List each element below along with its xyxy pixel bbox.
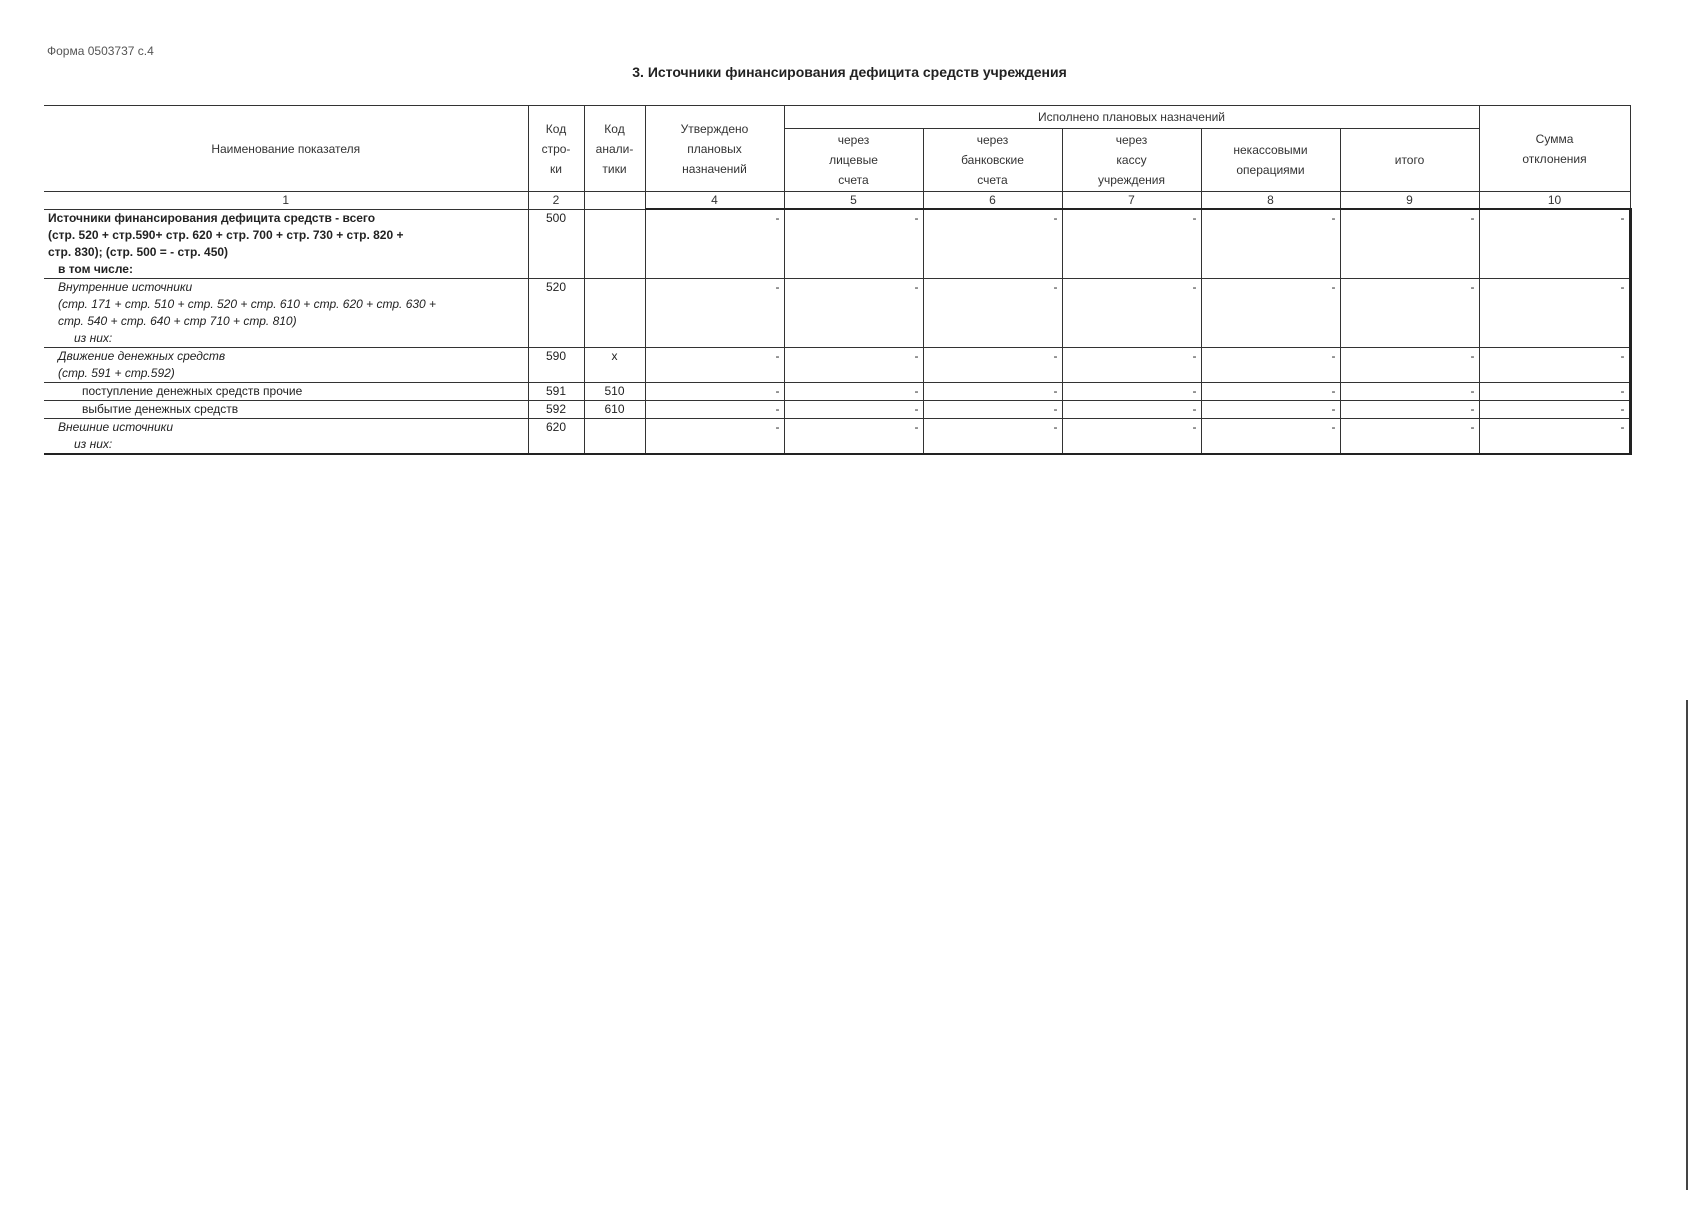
column-number: 9: [1340, 192, 1479, 210]
header-line: счета: [838, 173, 869, 187]
indicator-name-line: Движение денежных средств: [58, 349, 226, 363]
header-line: счета: [977, 173, 1008, 187]
column-number: 5: [784, 192, 923, 210]
indicator-name-line: поступление денежных средств прочие: [82, 384, 303, 398]
indicator-name: [44, 419, 528, 455]
row-code: 620: [528, 419, 584, 455]
value-deviation: -: [1479, 401, 1630, 419]
header-analytics-line: тики: [602, 161, 627, 176]
header-line: банковские: [961, 153, 1024, 167]
value-approved: -: [645, 279, 784, 348]
value-approved: -: [645, 209, 784, 279]
section-title: 3. Источники финансирования дефицита средств учреждения: [632, 64, 1067, 80]
value-noncash: -: [1201, 279, 1340, 348]
scan-edge-line: [1686, 700, 1688, 1190]
indicator-name-line: Внешние источники: [58, 420, 174, 434]
header-deviation-line: Сумма: [1535, 131, 1574, 146]
value-via-personal: -: [784, 401, 923, 419]
value-via-personal: -: [784, 348, 923, 383]
indicator-name-line: Источники финансирования дефицита средств - всего: [48, 210, 376, 225]
value-total: -: [1340, 209, 1479, 279]
header-via-bank-accounts: [923, 129, 1062, 192]
value-via-cash: -: [1062, 419, 1201, 455]
value-approved: -: [645, 401, 784, 419]
column-number: 8: [1201, 192, 1340, 210]
table-row: [44, 383, 1630, 401]
analytics-code: x: [584, 348, 645, 383]
header-deviation-line: отклонения: [1522, 151, 1587, 166]
indicator-name-line: стр. 540 + стр. 640 + стр 710 + стр. 810): [58, 314, 297, 328]
header-total: итого: [1340, 129, 1479, 192]
indicator-name-line: (стр. 520 + стр.590+ стр. 620 + стр. 700 + стр. 730 + стр. 820 +: [48, 227, 404, 242]
indicator-name: [44, 348, 528, 383]
value-deviation: -: [1479, 279, 1630, 348]
value-total: -: [1340, 279, 1479, 348]
header-via-personal-accounts: [784, 129, 923, 192]
row-code: 500: [528, 209, 584, 279]
header-deviation: [1479, 106, 1630, 192]
value-via-personal: -: [784, 279, 923, 348]
value-via-cash: -: [1062, 348, 1201, 383]
value-deviation: -: [1479, 209, 1630, 279]
header-approved-line: назначений: [682, 161, 747, 176]
column-number: 2: [528, 192, 584, 210]
header-indicator-name: Наименование показателя: [44, 106, 528, 192]
header-row-code-line: ки: [550, 161, 562, 176]
table-row: [44, 279, 1630, 348]
analytics-code: 510: [584, 383, 645, 401]
value-via-bank: -: [923, 419, 1062, 455]
value-approved: -: [645, 419, 784, 455]
indicator-name-line: Внутренние источники: [58, 280, 193, 294]
header-executed-group: Исполнено плановых назначений: [784, 106, 1479, 129]
value-via-cash: -: [1062, 401, 1201, 419]
value-via-personal: -: [784, 419, 923, 455]
header-analytics-line: анали-: [595, 141, 634, 156]
header-approved-line: Утверждено: [680, 121, 749, 136]
column-number: 1: [44, 192, 528, 210]
table-row: [44, 419, 1630, 455]
indicator-name-line: выбытие денежных средств: [82, 402, 239, 416]
value-deviation: -: [1479, 383, 1630, 401]
header-line: через: [976, 133, 1009, 147]
header-line: через: [1115, 133, 1148, 147]
indicator-name-line: из них:: [74, 331, 113, 345]
analytics-code: [584, 209, 645, 279]
analytics-code: [584, 279, 645, 348]
indicator-name: [44, 209, 528, 279]
indicator-name-line: (стр. 171 + стр. 510 + стр. 520 + стр. 610 + стр. 620 + стр. 630 +: [58, 297, 437, 311]
header-analytics-code: [584, 106, 645, 192]
header-line: через: [837, 133, 870, 147]
value-via-cash: -: [1062, 383, 1201, 401]
financing-sources-table: [44, 105, 1632, 455]
value-total: -: [1340, 383, 1479, 401]
column-number: 6: [923, 192, 1062, 210]
analytics-code: 610: [584, 401, 645, 419]
row-code: 520: [528, 279, 584, 348]
row-code: 590: [528, 348, 584, 383]
row-code: 592: [528, 401, 584, 419]
column-number: 4: [645, 192, 784, 210]
row-code: 591: [528, 383, 584, 401]
header-noncash-operations: [1201, 129, 1340, 192]
table-body: [44, 209, 1630, 454]
indicator-name-line: стр. 830); (стр. 500 = - стр. 450): [48, 244, 229, 259]
value-deviation: -: [1479, 348, 1630, 383]
header-line: некассовыми: [1233, 143, 1308, 157]
column-number: 10: [1479, 192, 1630, 210]
value-deviation: -: [1479, 419, 1630, 455]
value-approved: -: [645, 348, 784, 383]
value-via-personal: -: [784, 383, 923, 401]
header-line: учреждения: [1098, 173, 1165, 187]
value-via-personal: -: [784, 209, 923, 279]
indicator-name: [44, 383, 528, 401]
header-approved-line: плановых: [687, 141, 742, 156]
indicator-name-line: из них:: [74, 437, 113, 451]
value-noncash: -: [1201, 209, 1340, 279]
header-line: кассу: [1116, 153, 1147, 167]
indicator-name: [44, 401, 528, 419]
indicator-name: [44, 279, 528, 348]
value-via-cash: -: [1062, 279, 1201, 348]
table-header: [44, 106, 1630, 210]
header-analytics-line: Код: [604, 121, 625, 136]
table-row: [44, 209, 1630, 279]
value-total: -: [1340, 401, 1479, 419]
value-total: -: [1340, 348, 1479, 383]
value-via-bank: -: [923, 209, 1062, 279]
analytics-code: [584, 419, 645, 455]
form-number-label: Форма 0503737 с.4: [47, 44, 154, 58]
header-line: лицевые: [829, 153, 878, 167]
table-row: [44, 401, 1630, 419]
value-noncash: -: [1201, 348, 1340, 383]
value-noncash: -: [1201, 401, 1340, 419]
header-approved: [645, 106, 784, 192]
value-total: -: [1340, 419, 1479, 455]
value-via-bank: -: [923, 383, 1062, 401]
value-approved: -: [645, 383, 784, 401]
indicator-name-line: в том числе:: [58, 261, 133, 276]
indicator-name-line: (стр. 591 + стр.592): [58, 366, 175, 380]
value-via-bank: -: [923, 401, 1062, 419]
table-row: [44, 348, 1630, 383]
header-line: операциями: [1236, 163, 1305, 177]
value-via-cash: -: [1062, 209, 1201, 279]
header-row-code-line: стро-: [541, 141, 571, 156]
column-number: 7: [1062, 192, 1201, 210]
value-via-bank: -: [923, 348, 1062, 383]
header-row-code: [528, 106, 584, 192]
value-noncash: -: [1201, 419, 1340, 455]
header-row-code-line: Код: [545, 121, 567, 136]
header-via-cash-desk: [1062, 129, 1201, 192]
column-number: [584, 192, 645, 210]
value-noncash: -: [1201, 383, 1340, 401]
value-via-bank: -: [923, 279, 1062, 348]
